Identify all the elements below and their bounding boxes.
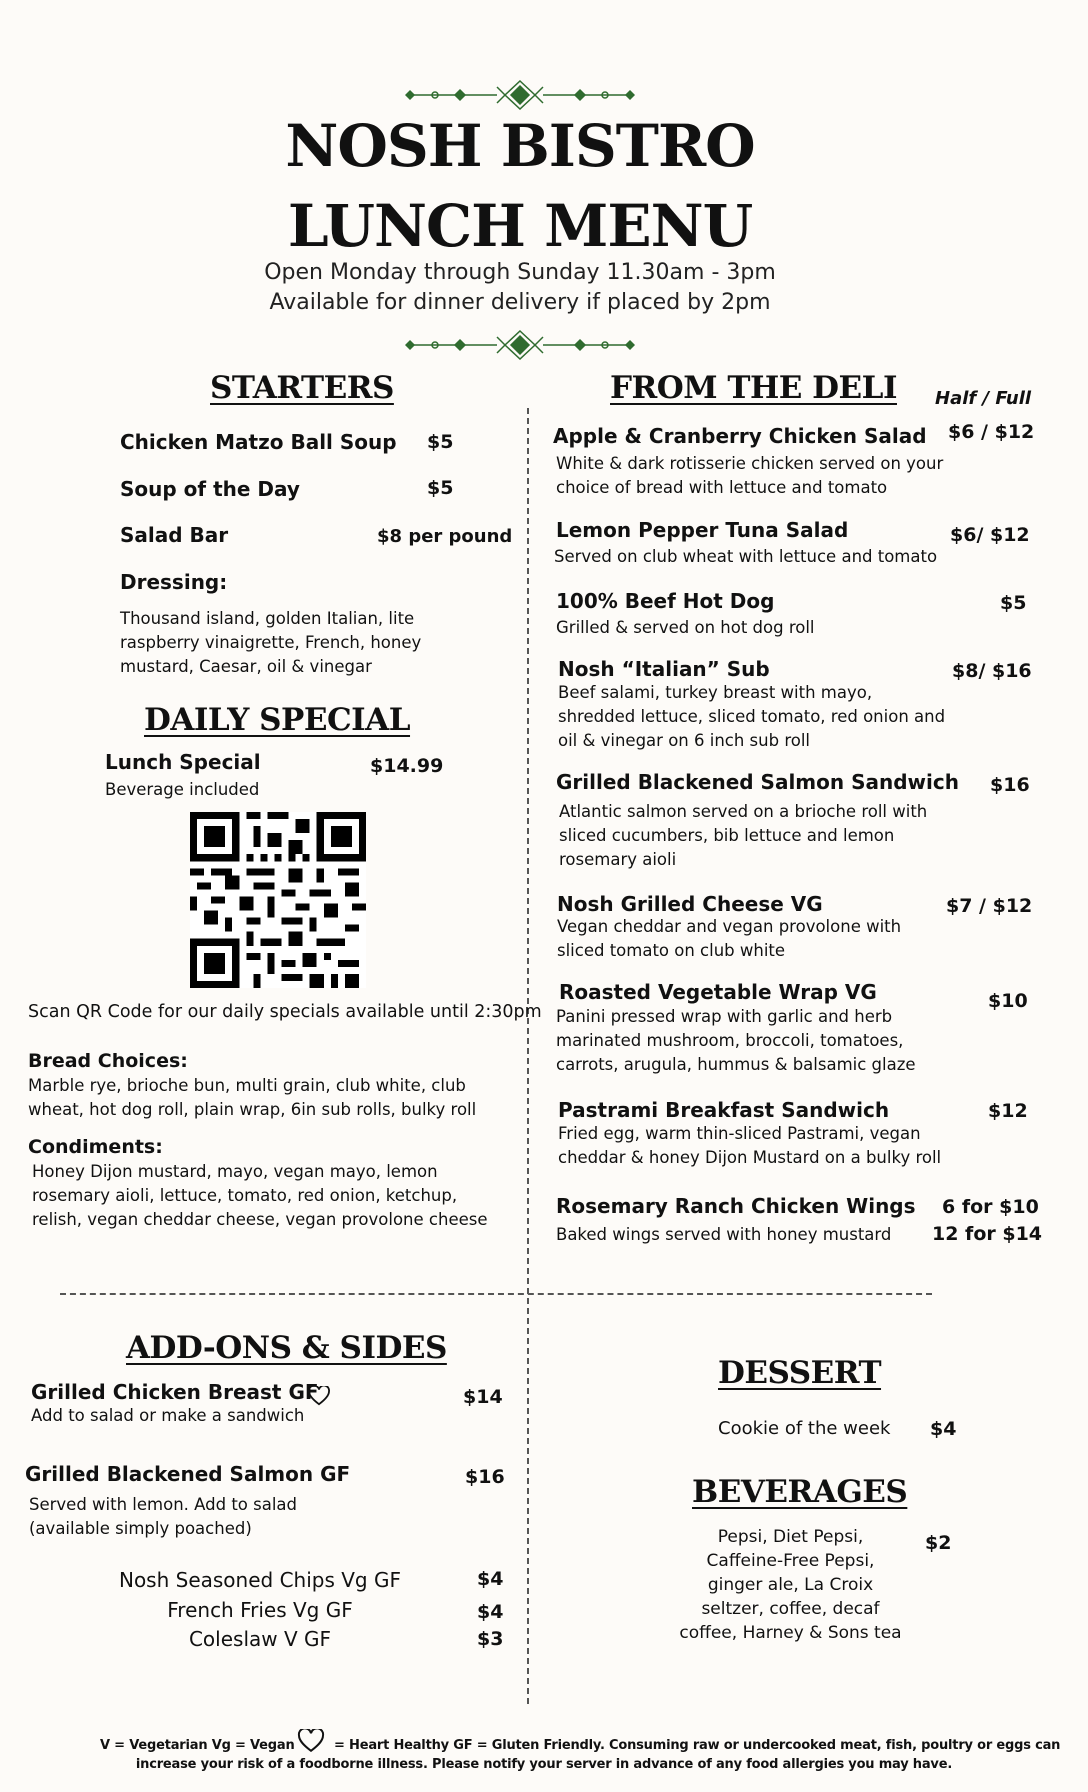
starter-item-price: $5 bbox=[427, 431, 454, 453]
deli-item-price: $7 / $12 bbox=[946, 895, 1033, 917]
deli-item-price-large: 12 for $14 bbox=[932, 1223, 1043, 1245]
opening-hours: Open Monday through Sunday 11.30am - 3pm bbox=[264, 260, 776, 285]
condiments-label: Condiments: bbox=[28, 1136, 163, 1158]
daily-special-heading: DAILY SPECIAL bbox=[144, 702, 411, 738]
starter-item-name: Chicken Matzo Ball Soup bbox=[120, 430, 397, 454]
deli-item-price: 6 for $10 bbox=[942, 1196, 1039, 1218]
heart-healthy-icon bbox=[297, 1729, 325, 1753]
footer-legend-b: = Heart Healthy GF = Gluten Friendly. Consuming raw or undercooked meat, fish, poultry or eggs can bbox=[334, 1738, 1061, 1753]
dessert-item-price: $4 bbox=[930, 1418, 957, 1440]
addon-item-name: Grilled Blackened Salmon GF bbox=[25, 1462, 351, 1486]
deli-item-name: Lemon Pepper Tuna Salad bbox=[556, 518, 849, 542]
lunch-special-name: Lunch Special bbox=[105, 750, 261, 774]
lunch-special-note: Beverage included bbox=[105, 780, 260, 799]
deli-item-desc: White & dark rotisserie chicken served on your choice of bread with lettuce and tomato bbox=[556, 454, 944, 497]
addon-item-price: $14 bbox=[463, 1386, 503, 1408]
deli-item-price: $10 bbox=[988, 990, 1028, 1012]
dressing-label: Dressing: bbox=[120, 570, 228, 594]
starter-item-name: Salad Bar bbox=[120, 523, 229, 547]
beverages-list: Pepsi, Diet Pepsi, Caffeine-Free Pepsi, ginger ale, La Croix seltzer, coffee, decaf coffee, Harney & Sons tea bbox=[679, 1527, 902, 1643]
bread-choices-list: Marble rye, brioche bun, multi grain, club white, club wheat, hot dog roll, plain wrap, 6in sub rolls, bulky roll bbox=[28, 1076, 477, 1119]
deli-item-price: $6/ $12 bbox=[950, 524, 1030, 546]
addon-item-name: Grilled Chicken Breast GF bbox=[31, 1380, 319, 1404]
deli-item-desc: Baked wings served with honey mustard bbox=[556, 1225, 892, 1244]
qr-code-icon[interactable] bbox=[190, 812, 366, 988]
deli-item-name: Apple & Cranberry Chicken Salad bbox=[553, 424, 927, 448]
deli-item-desc: Atlantic salmon served on a brioche roll with sliced cucumbers, bib lettuce and lemon rosemary aioli bbox=[559, 802, 928, 869]
deli-item-name: Grilled Blackened Salmon Sandwich bbox=[556, 770, 959, 794]
addons-heading: ADD-ONS & SIDES bbox=[126, 1330, 447, 1366]
deli-item-name: Pastrami Breakfast Sandwich bbox=[558, 1098, 890, 1122]
vertical-divider bbox=[527, 408, 529, 1704]
side-item-price: $4 bbox=[477, 1568, 504, 1590]
deli-item-name: Nosh Grilled Cheese VG bbox=[557, 892, 823, 916]
lunch-special-price: $14.99 bbox=[370, 755, 444, 777]
deli-item-price: $8/ $16 bbox=[952, 660, 1032, 682]
side-item-price: $3 bbox=[477, 1628, 504, 1650]
deli-item-price: $16 bbox=[990, 774, 1030, 796]
menu-title-line1: NOSH BISTRO bbox=[285, 112, 755, 180]
starter-item-name: Soup of the Day bbox=[120, 477, 300, 501]
deli-item-desc: Served on club wheat with lettuce and tomato bbox=[554, 547, 938, 566]
addon-item-desc: Served with lemon. Add to salad bbox=[29, 1495, 298, 1514]
deli-item-name: Rosemary Ranch Chicken Wings bbox=[556, 1194, 916, 1218]
dressing-list: Thousand island, golden Italian, lite raspberry vinaigrette, French, honey mustard, Caesar, oil & vinegar bbox=[120, 609, 422, 676]
side-item-price: $4 bbox=[477, 1601, 504, 1623]
side-item-name: Nosh Seasoned Chips Vg GF bbox=[118, 1568, 401, 1592]
addon-item-desc: Add to salad or make a sandwich bbox=[31, 1406, 305, 1425]
horizontal-divider bbox=[60, 1293, 932, 1295]
dessert-item-name: Cookie of the week bbox=[718, 1418, 891, 1439]
addon-item-price: $16 bbox=[465, 1466, 505, 1488]
ornament-divider-bottom bbox=[405, 330, 635, 360]
footer-allergy-warning: increase your risk of a foodborne illness. Please notify your server in advance of any food allergies you may have. bbox=[135, 1757, 953, 1772]
deli-item-name: Nosh “Italian” Sub bbox=[558, 657, 770, 681]
dessert-heading: DESSERT bbox=[718, 1355, 882, 1391]
starter-item-price: $5 bbox=[427, 477, 454, 499]
deli-item-desc: Grilled & served on hot dog roll bbox=[556, 618, 815, 637]
footer-legend-a: V = Vegetarian Vg = Vegan bbox=[100, 1738, 295, 1753]
deli-item-price: $12 bbox=[988, 1100, 1028, 1122]
condiments-list: Honey Dijon mustard, mayo, vegan mayo, lemon rosemary aioli, lettuce, tomato, red onion, ketchup, relish, vegan cheddar cheese, vegan provolone cheese bbox=[32, 1162, 488, 1229]
beverages-heading: BEVERAGES bbox=[692, 1474, 908, 1510]
side-item-name: French Fries Vg GF bbox=[167, 1598, 353, 1622]
side-item-name: Coleslaw V GF bbox=[188, 1627, 332, 1651]
deli-item-desc: Beef salami, turkey breast with mayo, shredded lettuce, sliced tomato, red onion and oil & vinegar on 6 inch sub roll bbox=[558, 683, 946, 750]
starter-item-price: $8 per pound bbox=[377, 526, 513, 547]
deli-item-desc: Fried egg, warm thin-sliced Pastrami, vegan cheddar & honey Dijon Mustard on a bulky roll bbox=[558, 1124, 942, 1167]
deli-item-name: Roasted Vegetable Wrap VG bbox=[559, 980, 877, 1004]
deli-item-desc: Vegan cheddar and vegan provolone with sliced tomato on club white bbox=[557, 917, 902, 960]
beverages-price: $2 bbox=[925, 1532, 952, 1554]
starters-heading: STARTERS bbox=[210, 370, 394, 406]
bread-choices-label: Bread Choices: bbox=[28, 1050, 188, 1072]
menu-title-line2: LUNCH MENU bbox=[287, 192, 753, 260]
deli-item-name: 100% Beef Hot Dog bbox=[556, 589, 775, 613]
heart-healthy-icon bbox=[308, 1386, 330, 1406]
deli-heading: FROM THE DELI bbox=[610, 370, 897, 406]
half-full-label: Half / Full bbox=[935, 388, 1032, 409]
delivery-note: Available for dinner delivery if placed by 2pm bbox=[269, 290, 771, 315]
ornament-divider-top bbox=[405, 80, 635, 110]
qr-caption: Scan QR Code for our daily specials available until 2:30pm bbox=[28, 1002, 542, 1022]
deli-item-price: $6 / $12 bbox=[948, 421, 1035, 443]
addon-item-desc: (available simply poached) bbox=[29, 1519, 252, 1538]
deli-item-desc: Panini pressed wrap with garlic and herb marinated mushroom, broccoli, tomatoes, carrots, arugula, hummus & balsamic glaze bbox=[556, 1007, 916, 1074]
deli-item-price: $5 bbox=[1000, 592, 1027, 614]
